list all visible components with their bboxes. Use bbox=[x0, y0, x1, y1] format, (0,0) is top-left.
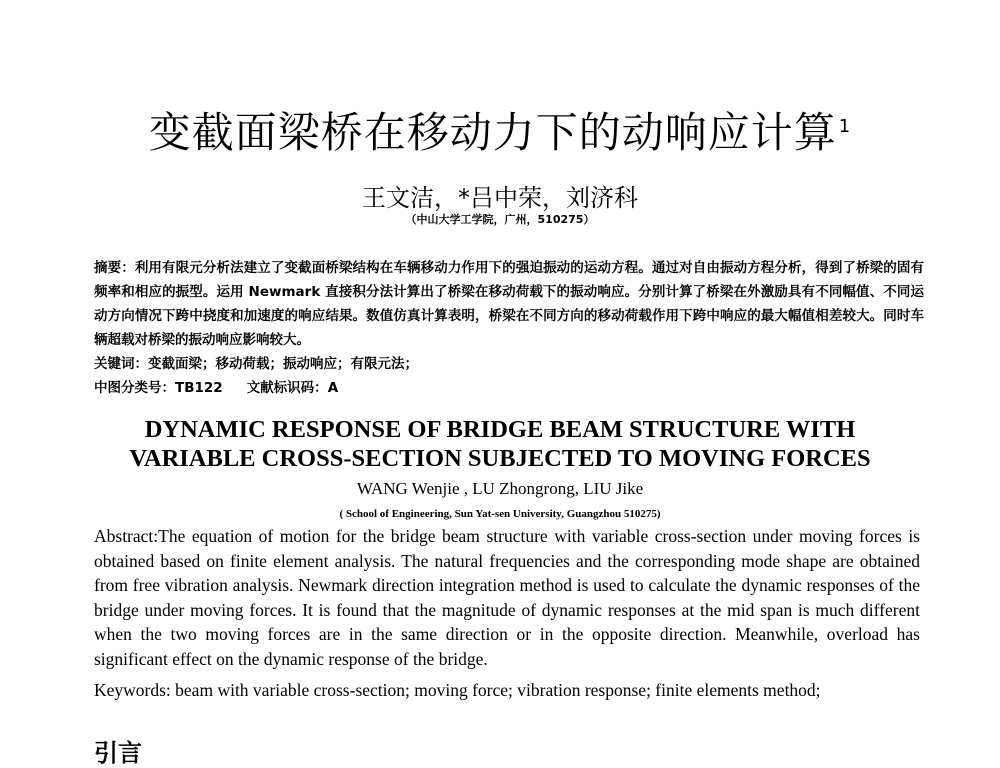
abstract-cn-label: 摘要： bbox=[94, 260, 135, 276]
abstract-cn bbox=[94, 256, 924, 352]
clc-label: 中图分类号： bbox=[94, 380, 175, 396]
keywords-cn-text: 变截面梁；移动荷载；振动响应；有限元法； bbox=[148, 356, 418, 372]
chinese-abstract-block bbox=[94, 256, 924, 400]
keywords-en: Keywords: beam with variable cross-section; moving force; vibration response; finite elements method; bbox=[94, 680, 821, 700]
english-title-line1: DYNAMIC RESPONSE OF BRIDGE BEAM STRUCTURE WITH bbox=[144, 416, 856, 443]
paper-title bbox=[0, 100, 1000, 160]
english-title bbox=[0, 415, 1000, 473]
keywords-cn bbox=[94, 352, 924, 376]
affiliation-cn: （中山大学工学院，广州，510275） bbox=[405, 213, 595, 226]
keywords-cn-label: 关键词： bbox=[94, 356, 148, 372]
title-footnote-mark: 1 bbox=[838, 116, 852, 137]
section-heading-introduction: 引言 bbox=[94, 739, 142, 767]
abstract-cn-text: 利用有限元分析法建立了变截面桥梁结构在车辆移动力作用下的强迫振动的运动方程。通过对自由振动方程分析，得到了桥梁的固有频率和相应的振型。运用 Newmark 直接积分法计算出了桥梁在移动荷载下的振动响应。分别计算了桥梁在外激励具有不同幅值、不同运动方向情况下跨中挠度和加速度的响应结果。数值仿真计算表明，桥梁在不同方向的移动荷载作用下跨中响应的最大幅值相差较大。同时车辆超载对桥梁的振动响应影响较大。 bbox=[94, 260, 925, 348]
clc-value: TB122 bbox=[175, 380, 223, 396]
authors-cn: 王文洁，*吕中荣，刘济科 bbox=[362, 184, 638, 212]
classification-cn bbox=[94, 376, 924, 400]
abstract-en: Abstract:The equation of motion for the bridge beam structure with variable cross-section under moving forces is obtained based on finite element analysis. The natural frequencies and the corresponding mode shape are obtained from free vibration analysis. Newmark direction integration method is used to calculate the dynamic responses of the bridge under moving forces. It is found that the magnitude of dynamic responses at the mid span is much different when the two moving forces are in the same direction or in the opposite direction. Meanwhile, overload has significant effect on the dynamic response of the bridge. bbox=[94, 526, 920, 669]
english-title-line2: VARIABLE CROSS-SECTION SUBJECTED TO MOVING FORCES bbox=[129, 445, 871, 472]
affiliation-en: ( School of Engineering, Sun Yat-sen University, Guangzhou 510275) bbox=[339, 508, 661, 520]
doc-code-label: 文献标识码： bbox=[246, 380, 328, 396]
authors-en: WANG Wenjie , LU Zhongrong, LIU Jike bbox=[356, 479, 644, 498]
paper-title-text: 变截面梁桥在移动力下的动响应计算 bbox=[148, 108, 837, 157]
doc-code-value: A bbox=[327, 380, 339, 396]
